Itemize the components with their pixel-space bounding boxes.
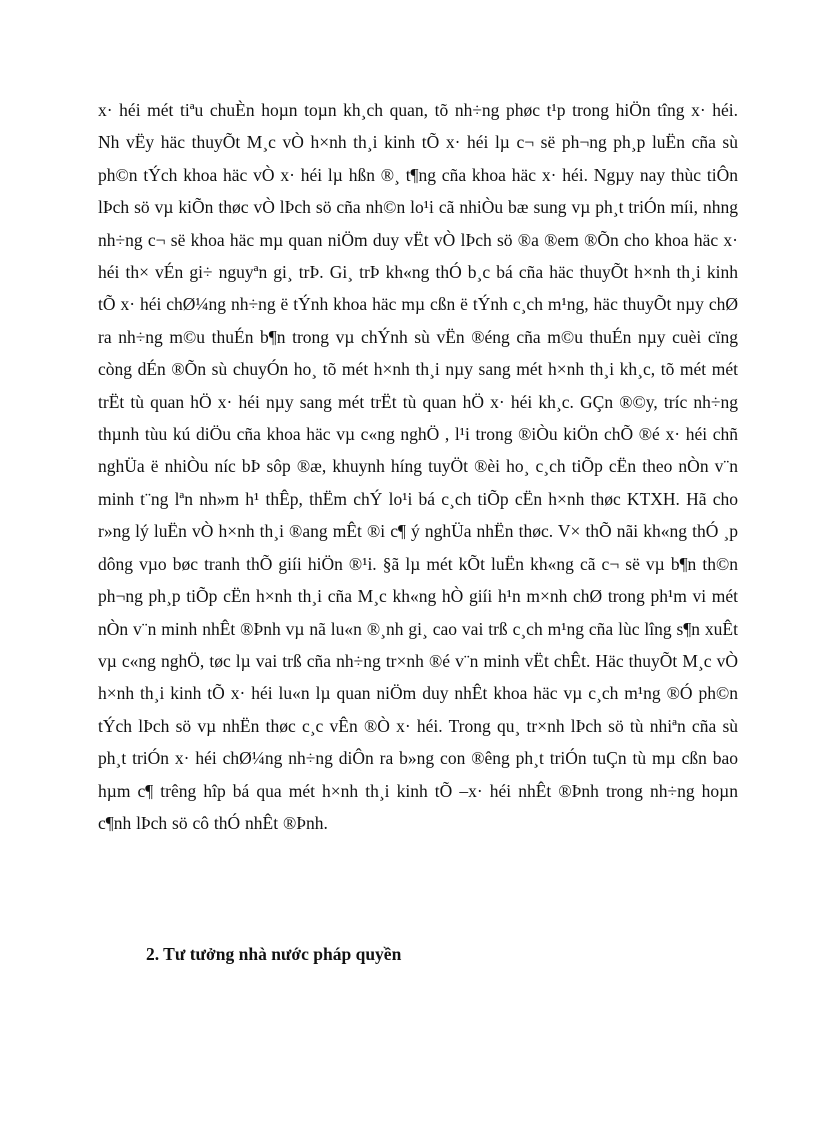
section-heading: 2. Tư tưởng nhà nước pháp quyền — [146, 944, 402, 964]
body-paragraph: x· héi mét tiªu chuÈn hoµn toµn kh¸ch quan, tõ nh÷ng phøc t¹p trong hiÖn tîng x· héi. Nh vËy häc thuyÕt M¸c vÒ h×nh th¸i kinh tÕ x· héi lµ c¬ së ph¬ng ph¸p luËn cña sù ph©n tÝch khoa häc vÒ x· héi lµ hßn ®¸ t¶ng cña khoa häc x· héi. Ngµy nay thùc tiÔn lÞch sö vµ kiÕn thøc vÒ lÞch sö cña nh©n lo¹i cã nhiÒu bæ sung vµ ph¸t triÓn míi, nhng nh÷ng c¬ së khoa häc mµ quan niÖm duy vËt vÒ lÞch sö ®a ®em ®Õn cho khoa häc x· héi th× vÉn gi÷ nguyªn gi¸ trÞ. Gi¸ trÞ kh«ng thÓ b¸c bá cña häc thuyÕt h×nh th¸i kinh tÕ x· héi chØ¼ng nh÷ng ë tÝnh khoa häc mµ cßn ë tÝnh c¸ch m¹ng, häc thuyÕt nµy chØ ra nh÷ng m©u thuÉn b¶n trong vµ chÝnh sù vËn ®éng cña m©u thuÉn nµy cuèi cïng còng dÉn ®Õn sù chuyÓn ho¸ tõ mét h×nh th¸i nµy sang mét h×nh th¸i kh¸c, tõ mét mét trËt tù quan hÖ x· héi nµy sang mét trËt tù quan hÖ x· héi kh¸c. GÇn ®©y, tríc nh÷ng thµnh tùu kú diÖu cña khoa häc vµ c«ng nghÖ , l¹i trong ®iÒu kiÖn chÕ ®é x· héi chñ nghÜa ë nhiÒu níc bÞ sôp ®æ, khuynh híng tuyÖt ®èi ho¸ c¸ch tiÕp cËn theo nÒn v¨n minh t¨ng lªn nh»m h¹ thÊp, thËm chÝ lo¹i bá c¸ch tiÕp cËn h×nh thøc KTXH. Hã cho r»ng lý luËn vÒ h×nh th¸i ®ang mÊt ®i c¶ ý nghÜa nhËn thøc. V× thÕ nãi kh«ng thÓ ¸p dông vµo bøc tranh thÕ giíi hiÖn ®¹i. §ã lµ mét kÕt luËn kh«ng cã c¬ së vµ b¶n th©n ph¬ng ph¸p tiÕp cËn h×nh th¸i cña M¸c kh«ng hÒ giíi h¹n m×nh chØ trong ph¹m vi mét nÒn v¨n minh nhÊt ®Þnh vµ nã lu«n ®¸nh gi¸ cao vai trß c¸ch m¹ng cña lùc lîng s¶n xuÊt vµ c«ng nghÖ, tøc lµ vai trß cña nh÷ng tr×nh ®é v¨n minh vËt chÊt. Häc thuyÕt M¸c vÒ h×nh th¸i kinh tÕ x· héi lu«n lµ quan niÖm duy nhÊt khoa häc vµ c¸ch m¹ng ®Ó ph©n tÝch lÞch sö vµ nhËn thøc c¸c vÊn ®Ò x· héi. Trong qu¸ tr×nh lÞch sö tù nhiªn cña sù ph¸t triÓn x· héi chØ¼ng nh÷ng diÔn ra b»ng con ®êng ph¸t triÓn tuÇn tù mµ cßn bao hµm c¶ trêng hîp bá qua mét h×nh th¸i kinh tÕ –x· héi nhÊt ®Þnh trong nh÷ng hoµn c¶nh lÞch sö cô thÓ nhÊt ®Þnh. — [98, 100, 738, 833]
